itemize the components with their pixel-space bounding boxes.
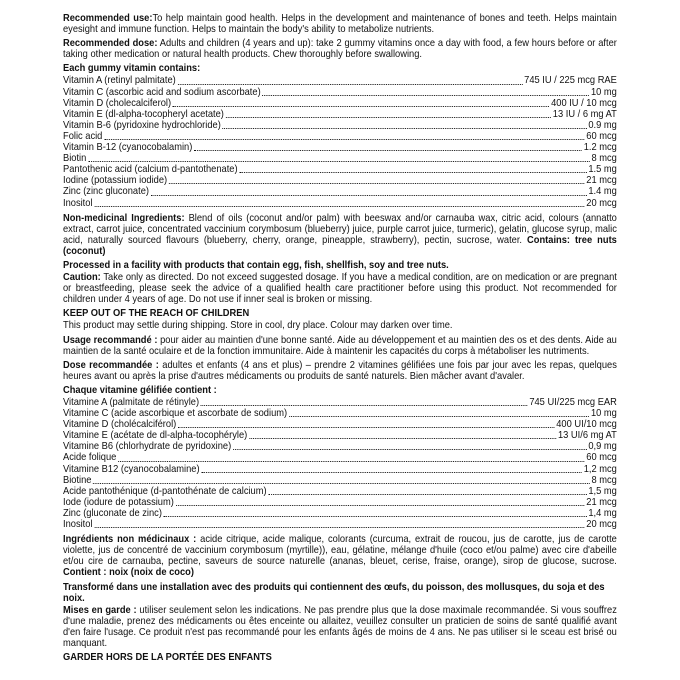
vitamin-name: Vitamin D (cholecalciferol) xyxy=(63,97,172,109)
vitamin-value: 1.4 mg xyxy=(588,186,617,198)
vitamin-row xyxy=(63,120,617,131)
dot-leader xyxy=(104,139,584,140)
vitamin-value: 1.5 mg xyxy=(588,164,617,176)
vitamin-row xyxy=(63,109,617,120)
vitamin-name: Vitamin B-6 (pyridoxine hydrochloride) xyxy=(63,119,221,131)
dose-recommandee-text: adultes et enfants (4 ans et plus) – prendre 2 vitamines gélifiées une fois par jour avec les repas, quelques heures avant ou après la prise d'autres médicaments ou produits de santé naturels. Bien mâcher avant d'avaler. xyxy=(63,359,617,382)
caution-paragraph xyxy=(63,272,617,305)
dot-leader xyxy=(93,483,589,484)
vitamin-value: 1,2 mcg xyxy=(583,463,617,475)
vitamin-name: Vitamine D (cholécalciférol) xyxy=(63,419,177,431)
supplement-label xyxy=(63,13,617,664)
non-medicinal-lead: Non-medicinal Ingredients: xyxy=(63,212,185,224)
dot-leader xyxy=(94,206,584,207)
vitamin-row xyxy=(63,452,617,463)
vitamin-value: 1.2 mcg xyxy=(583,142,617,154)
vitamin-name: Folic acid xyxy=(63,130,103,142)
usage-recommande-text: pour aider au maintien d'une bonne santé. Aide au développement et au maintien des os et des dents. Aide au maintien de la santé oculaire et de la fonction immunitaire. Aide à maintenir les capacités du corps à métaboliser les nutriments. xyxy=(63,334,617,357)
vitamin-value: 21 mcg xyxy=(586,175,617,187)
vitamin-name: Inositol xyxy=(63,519,93,531)
vitamin-value: 8 mcg xyxy=(591,474,617,486)
vitamin-row xyxy=(63,98,617,109)
settle-statement: This product may settle during shipping. Store in cool, dry place. Colour may darken over time. xyxy=(63,320,453,332)
vitamin-row xyxy=(63,75,617,86)
vitamin-value: 0,9 mg xyxy=(588,441,617,453)
vitamin-name: Vitamine B6 (chlorhydrate de pyridoxine) xyxy=(63,441,232,453)
ingredients-non-medicinaux-text: acide citrique, acide malique, colorants (curcuma, extrait de roucou, jus de carotte, jus de carotte violette, jus de concentré de vaccinium corymbosum (myrtille)), eau, gélatine, mélange d'huile (coco et/ou palme) avec cire d'abeille et/ou cire de carnauba, pectine, saveurs de source naturelle (ananas, bleuet, cerise, fraise, orange), sirop de glucose, sucrose. xyxy=(63,534,617,568)
vitamin-name: Zinc (gluconate de zinc) xyxy=(63,507,162,519)
vitamin-value: 1,4 mg xyxy=(588,507,617,519)
vitamin-value: 13 UI/6 mg AT xyxy=(557,430,617,442)
vitamin-value: 60 mcg xyxy=(586,452,617,464)
non-medicinal-text: Blend of oils (coconut and/or palm) with beeswax and/or carnauba wax, citric acid, colours (annatto extract, carrot juice, concentrated vaccinium corymbosum (blueberry) juice, purple carrot juice, turmeric), gelatin, glucose syrup, malic acid, naturally sourced flavours (blueberry, cherry, orange, pineapple, strawberry), pectin, sucrose, water. xyxy=(63,212,617,246)
dot-leader xyxy=(176,505,585,506)
dot-leader xyxy=(226,117,551,118)
mises-en-garde-paragraph xyxy=(63,605,617,649)
vitamin-row xyxy=(63,164,617,175)
garder-hors-statement: GARDER HORS DE LA PORTÉE DES ENFANTS xyxy=(63,652,272,664)
vitamin-row xyxy=(63,497,617,508)
vitamin-name: Pantothenic acid (calcium d-pantothenate) xyxy=(63,164,238,176)
usage-recommande-lead: Usage recommandé : xyxy=(63,334,158,346)
vitamin-name: Iode (iodure de potassium) xyxy=(63,496,174,508)
dot-leader xyxy=(164,516,587,517)
vitamin-value: 20 mcg xyxy=(586,519,617,531)
each-gummy-heading: Each gummy vitamin contains: xyxy=(63,63,201,75)
vitamin-value: 10 mg xyxy=(590,408,617,420)
vitamin-name: Vitamin A (retinyl palmitate) xyxy=(63,75,176,87)
vitamin-row xyxy=(63,508,617,519)
vitamin-value: 0.9 mg xyxy=(588,119,617,131)
non-medicinal-paragraph xyxy=(63,213,617,257)
dot-leader xyxy=(201,405,528,406)
vitamin-row xyxy=(63,475,617,486)
vitamin-row xyxy=(63,175,617,186)
keep-out-statement: KEEP OUT OF THE REACH OF CHILDREN xyxy=(63,308,250,320)
caution-text: Take only as directed. Do not exceed suggested dosage. If you have a medical condition, are on medication or are pregnant or breastfeeding, please seek the advice of a qualified health care practitioner before using this product. Not recommended for children under 4 years of age. Do not use if inner seal is broken or missing. xyxy=(63,272,617,306)
vitamin-name: Vitamine A (palmitate de rétinyle) xyxy=(63,397,200,408)
vitamin-name: Vitamine E (acétate de dl-alpha-tocophéryle) xyxy=(63,430,248,442)
dot-leader xyxy=(118,461,584,462)
dot-leader xyxy=(239,172,586,173)
chaque-vitamine-heading: Chaque vitamine gélifiée contient : xyxy=(63,384,217,396)
dot-leader xyxy=(201,472,581,473)
caution-lead: Caution: xyxy=(63,272,101,284)
recommended-dose-text: Adults and children (4 years and up): take 2 gummy vitamins once a day with food, a few hours before or after taking other medication or natural health products. Chew thoroughly before swallowing. xyxy=(63,38,617,61)
vitamin-name: Acide pantothénique (d-pantothénate de calcium) xyxy=(63,485,267,497)
vitamin-row xyxy=(63,408,617,419)
vitamin-row xyxy=(63,441,617,452)
vitamin-row xyxy=(63,198,617,209)
recommended-use-lead: Recommended use: xyxy=(63,13,153,24)
dot-leader xyxy=(88,161,590,162)
ingredients-non-medicinaux-lead: Ingrédients non médicinaux : xyxy=(63,534,197,546)
vitamin-name: Vitamin E (dl-alpha-tocopheryl acetate) xyxy=(63,108,224,120)
dot-leader xyxy=(169,183,585,184)
dot-leader xyxy=(151,195,587,196)
vitamin-name: Vitamin C (ascorbic acid and sodium ascorbate) xyxy=(63,86,261,98)
vitamin-name: Vitamine B12 (cyanocobalamine) xyxy=(63,463,200,475)
dot-leader xyxy=(262,95,589,96)
vitamin-name: Vitamin B-12 (cyanocobalamin) xyxy=(63,142,193,154)
vitamin-row xyxy=(63,397,617,408)
dot-leader xyxy=(223,128,587,129)
vitamin-row xyxy=(63,142,617,153)
vitamin-name: Zinc (zinc gluconate) xyxy=(63,186,149,198)
vitamin-row xyxy=(63,153,617,164)
vitamin-value: 745 IU / 225 mcg RAE xyxy=(524,75,617,87)
vitamin-name: Vitamine C (acide ascorbique et ascorbate de sodium) xyxy=(63,408,288,420)
vitamin-row xyxy=(63,464,617,475)
recommended-use-paragraph xyxy=(63,13,617,35)
vitamin-value: 13 IU / 6 mg AT xyxy=(552,108,617,120)
dose-recommandee-lead: Dose recommandée : xyxy=(63,359,159,371)
vitamin-list-en xyxy=(63,75,617,208)
vitamin-list-fr xyxy=(63,397,617,530)
vitamin-row xyxy=(63,87,617,98)
vitamin-name: Iodine (potassium iodide) xyxy=(63,175,168,187)
vitamin-value: 20 mcg xyxy=(586,197,617,209)
usage-recommande-paragraph xyxy=(63,335,617,357)
vitamin-name: Acide folique xyxy=(63,452,117,464)
dot-leader xyxy=(178,427,554,428)
recommended-dose-paragraph xyxy=(63,38,617,60)
vitamin-row xyxy=(63,430,617,441)
dose-recommandee-paragraph xyxy=(63,360,617,382)
vitamin-name: Biotine xyxy=(63,474,92,486)
vitamin-row xyxy=(63,419,617,430)
dot-leader xyxy=(173,106,549,107)
vitamin-value: 21 mcg xyxy=(586,496,617,508)
vitamin-name: Biotin xyxy=(63,153,87,165)
vitamin-value: 8 mcg xyxy=(591,153,617,165)
recommended-dose-lead: Recommended dose: xyxy=(63,38,158,50)
dot-leader xyxy=(268,494,586,495)
vitamin-value: 10 mg xyxy=(590,86,617,98)
recommended-use-text: To help maintain good health. Helps in the development and maintenance of bones and teeth. Helps maintain eyesight and immune function. Helps to maintain the body's ability to metabolize nutrients. xyxy=(63,13,617,36)
mises-en-garde-lead: Mises en garde : xyxy=(63,604,137,616)
dot-leader xyxy=(249,438,556,439)
contient-allergen: Contient : noix (noix de coco) xyxy=(63,567,194,579)
processed-facility-statement: Processed in a facility with products that contain egg, fish, shellfish, soy and tree nuts. xyxy=(63,259,449,271)
dot-leader xyxy=(233,449,587,450)
ingredients-non-medicinaux-paragraph xyxy=(63,534,617,578)
vitamin-row xyxy=(63,486,617,497)
vitamin-value: 400 UI/10 mcg xyxy=(556,419,617,431)
dot-leader xyxy=(289,416,589,417)
vitamin-row xyxy=(63,131,617,142)
dot-leader xyxy=(194,150,582,151)
vitamin-value: 1,5 mg xyxy=(588,485,617,497)
contains-allergen: Contains: tree nuts (coconut) xyxy=(63,234,617,257)
vitamin-row xyxy=(63,186,617,197)
transforme-statement: Transformé dans une installation avec des produits qui contiennent des œufs, du poisson, des mollusques, du soja et des noix. xyxy=(63,581,605,604)
mises-en-garde-text: utiliser seulement selon les indications. Ne pas prendre plus que la dose maximale recommandée. Si vous souffrez d'une maladie, prenez des médicaments ou êtes enceinte ou allaitez, veuillez consulter un praticien de soins de santé qualifié avant d'en faire l'usage. Ce produit n'est pas recommandé pour les enfants âgés de moins de 4 ans. Ne pas utiliser si le sceau est brisé ou manquant. xyxy=(63,604,617,649)
vitamin-value: 60 mcg xyxy=(586,130,617,142)
vitamin-name: Inositol xyxy=(63,197,93,209)
vitamin-value: 745 UI/225 mcg EAR xyxy=(529,397,617,408)
vitamin-row xyxy=(63,519,617,530)
dot-leader xyxy=(94,527,584,528)
vitamin-value: 400 IU / 10 mcg xyxy=(551,97,617,109)
dot-leader xyxy=(178,84,523,85)
